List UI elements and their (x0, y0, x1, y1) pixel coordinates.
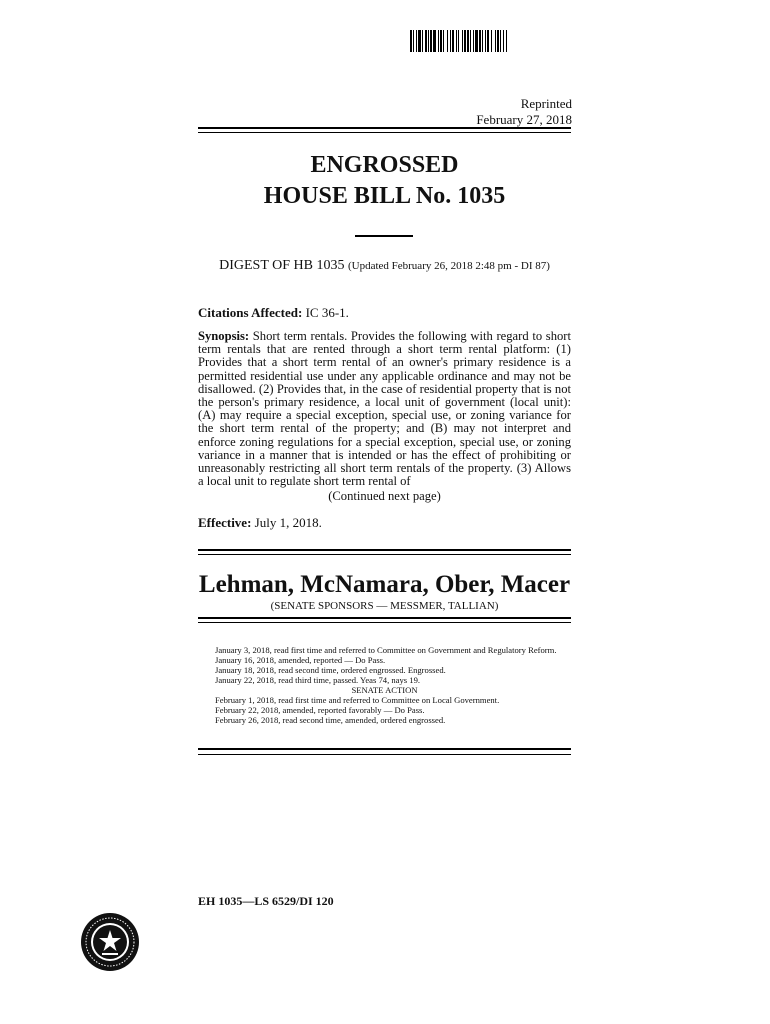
reprint-label: Reprinted (520, 96, 572, 111)
senate-sponsors: (SENATE SPONSORS — MESSMER, TALLIAN) (270, 600, 499, 612)
history-entry: January 16, 2018, amended, reported — Do Pass. (215, 655, 386, 665)
effective-date (198, 515, 571, 531)
bill-authors: Lehman, McNamara, Ober, Macer (198, 571, 571, 598)
bill-code: EH 1035—LS 6529/DI 120 (198, 894, 334, 908)
citations-label: Citations Affected: (198, 305, 303, 320)
effective-value: July 1, 2018. (254, 515, 322, 530)
digest-updated: (Updated February 26, 2018 2:48 pm - DI 87) (347, 260, 550, 272)
divider-rule (198, 554, 571, 555)
senate-action-heading: SENATE ACTION (351, 685, 418, 695)
history-entry: February 22, 2018, amended, reported favorably — Do Pass. (215, 705, 425, 715)
synopsis (198, 330, 571, 488)
effective-label: Effective: (198, 515, 252, 530)
history-entry: January 22, 2018, read third time, passed. Yeas 74, nays 19. (215, 675, 421, 685)
divider-rule (198, 622, 571, 623)
synopsis-text: Short term rentals. Provides the following with regard to short term rentals that are rented through a short term rental platform: (1) Provides that a short term rental of an owner's primary residence is a permitted residential use under any applicable ordinance and may not be disallowed. (2) Provides that, in the case of residential property that is not the person's primary residence, a local unit of government (local unit): (A) may require a special exception, special use, or zoning variance for the short term rental of the property; and (B) may not interpret and enforce zoning regulations for a special exception, special use, or zoning variance in a manner that is intended or has the effect of prohibiting or unreasonably restricting all short term rentals of the property. (3) Allows a local unit to regulate short term rental of (198, 329, 571, 489)
barcode-icon (410, 30, 588, 52)
history-entry: January 18, 2018, read second time, ordered engrossed. Engrossed. (215, 665, 446, 675)
citations-affected (198, 305, 571, 321)
divider-rule (198, 549, 571, 551)
reprint-date: February 27, 2018 (476, 112, 572, 127)
history-entry: January 3, 2018, read first time and referred to Committee on Government and Regulatory Reform. (215, 645, 557, 655)
history-entry: February 1, 2018, read first time and referred to Committee on Local Government. (215, 695, 500, 705)
history-entry: February 26, 2018, read second time, amended, ordered engrossed. (215, 715, 446, 725)
digest-title: DIGEST OF HB 1035 (219, 258, 345, 273)
divider-rule (198, 127, 571, 129)
reprint-block (476, 96, 572, 128)
divider-rule (198, 617, 571, 619)
bill-title-line1: ENGROSSED (310, 152, 459, 178)
digest-heading (198, 258, 571, 274)
divider-rule (198, 748, 571, 750)
legislative-history (198, 645, 571, 725)
title-underline (355, 235, 413, 237)
continued-note: (Continued next page) (328, 489, 441, 503)
bill-title-line2: HOUSE BILL No. 1035 (263, 183, 506, 209)
divider-rule (198, 754, 571, 755)
state-seal-icon (80, 912, 140, 972)
citations-value: IC 36-1. (305, 305, 349, 320)
divider-rule (198, 132, 571, 133)
synopsis-label: Synopsis: (198, 329, 250, 343)
